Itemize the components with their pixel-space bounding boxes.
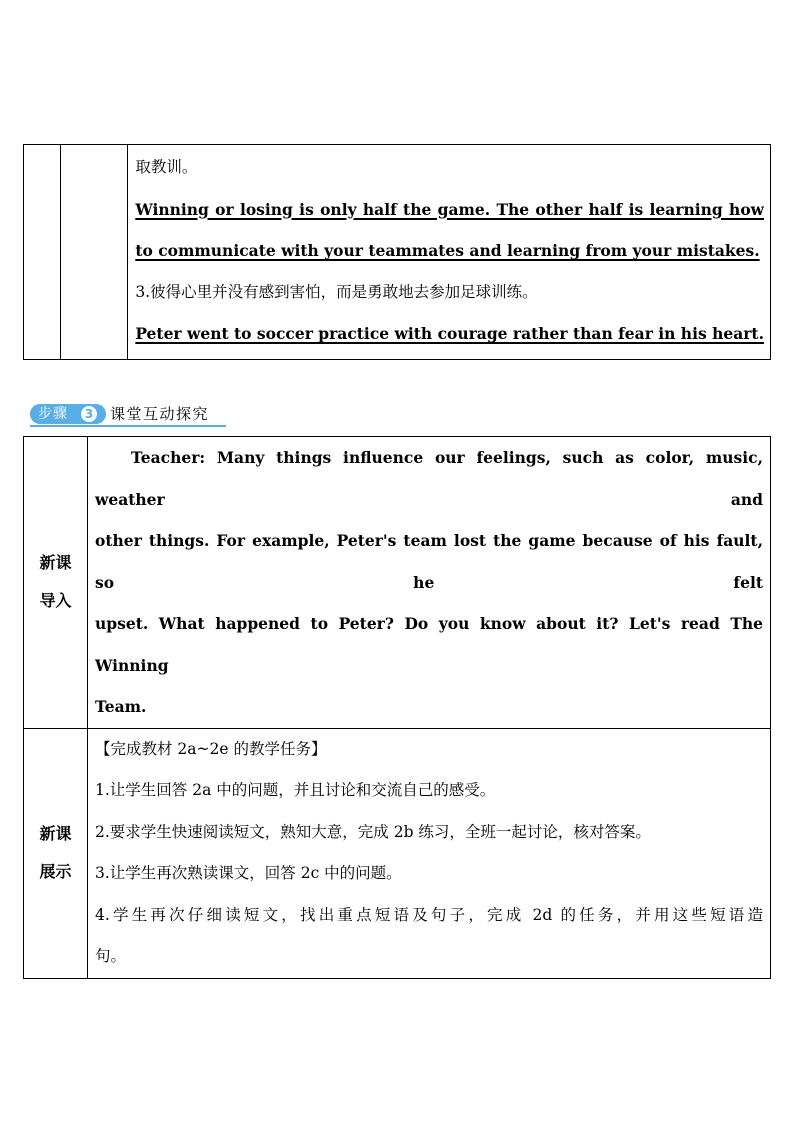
task-header: 【完成教材 2a~2e 的教学任务】 (95, 739, 327, 758)
paragraph-line: other things. For example, Peter's team lost the game because of his fault, so he felt (95, 531, 763, 592)
step-underline (30, 425, 226, 427)
display-content-cell (88, 728, 771, 978)
paragraph-line-text: Teacher: Many things influence our feelings, such as color, music, weather and (95, 448, 763, 509)
content-cell (128, 145, 771, 360)
step-number: 3 (81, 406, 97, 422)
step-heading (30, 404, 226, 426)
english-sentence-line: Winning or losing is only half the game. The other half is learning how (135, 199, 764, 219)
paragraph-line: Team. (95, 697, 147, 716)
intro-content-cell (88, 437, 771, 729)
label-line: 新课 (39, 824, 72, 843)
text-line: 取教训。 (135, 158, 198, 176)
step-title: 课堂互动探究 (110, 405, 210, 423)
label-line: 导入 (39, 591, 72, 611)
step-badge (30, 404, 106, 424)
task-item: 1.让学生回答 2a 中的问题，并且讨论和交流自己的感受。 (95, 781, 496, 799)
continuation-table (23, 144, 771, 360)
task-item: 3.让学生再次熟读课文，回答 2c 中的问题。 (95, 864, 402, 882)
task-item: 4.学生再次仔细读短文，找出重点短语及句子，完成 2d 的任务，并用这些短语造 (95, 905, 763, 924)
paragraph-line: upset. What happened to Peter? Do you know about it? Let's read The Winning (95, 614, 763, 675)
lesson-table (23, 436, 771, 979)
english-sentence-line: to communicate with your teammates and learning from your mistakes. (135, 241, 760, 260)
empty-cell-1 (24, 145, 61, 360)
row-label-new-lesson-intro (24, 437, 88, 729)
english-sentence-line: Peter went to soccer practice with courage rather than fear in his heart. (135, 324, 764, 343)
label-line: 展示 (39, 862, 72, 881)
task-item: 2.要求学生快速阅读短文，熟知大意，完成 2b 练习，全班一起讨论，核对答案。 (95, 822, 651, 841)
row-label-new-lesson-display (24, 728, 88, 978)
task-item-continuation: 句。 (95, 947, 127, 965)
chinese-sentence-line: 3.彼得心里并没有感到害怕，而是勇敢地去参加足球训练。 (135, 282, 538, 301)
paragraph-line (95, 437, 763, 520)
label-line: 新课 (39, 553, 72, 573)
step-badge-label: 步骤 (38, 406, 68, 422)
empty-cell-2 (61, 145, 128, 360)
